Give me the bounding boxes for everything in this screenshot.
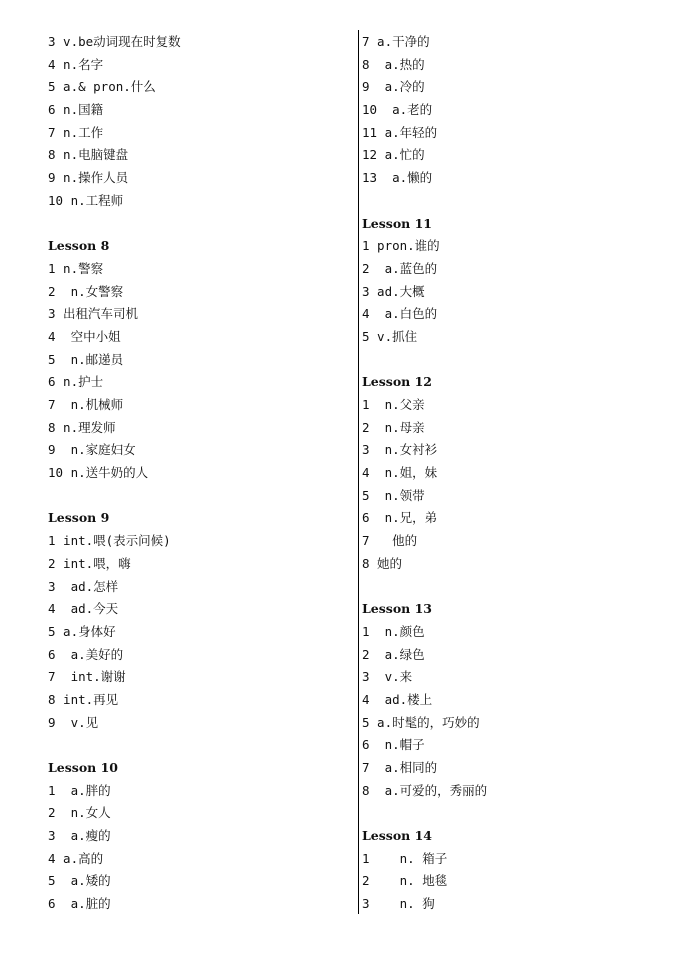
lesson-heading: Lesson 8: [48, 238, 110, 254]
vocab-entry: 6 n.护士: [48, 374, 104, 390]
lesson-heading: Lesson 14: [362, 828, 432, 844]
vocab-entry: 1 n.父亲: [362, 397, 425, 412]
vocab-entry: 1 a.胖的: [48, 782, 111, 798]
vocab-entry: 3 v.be动词现在时复数: [48, 34, 181, 49]
vocab-entry: 1 n.颜色: [362, 623, 425, 639]
vocab-entry: 5 a.时髦的，巧妙的: [362, 714, 480, 730]
vocab-entry: 1 n.警察: [48, 260, 104, 276]
vocab-entry: 5 a.& pron.什么: [48, 79, 156, 95]
vocab-entry: 8 n.理发师: [48, 419, 116, 435]
lesson-heading: Lesson 11: [362, 215, 432, 231]
vocab-entry: 1 pron.谁的: [362, 238, 440, 254]
vocab-entry: 2 a.蓝色的: [362, 260, 438, 276]
blank-line: [362, 349, 662, 372]
vocab-entry: 1 int.喂(表示问候): [48, 533, 171, 549]
vocab-entry: 3 v.来: [362, 669, 413, 685]
lesson-heading: Lesson 13: [362, 601, 432, 617]
blank-line: [362, 576, 662, 599]
vocab-entry: 3 出租汽车司机: [48, 306, 139, 322]
vocab-entry: 5 a.矮的: [48, 873, 111, 889]
vocab-entry: 7 int.谢谢: [48, 669, 126, 685]
vocab-entry: 4 n.名字: [48, 56, 104, 72]
vocab-entry: 11 a.年轻的: [362, 124, 438, 140]
vocab-entry: 9 n.家庭妇女: [48, 442, 136, 458]
vocab-entry: 5 v.抓住: [362, 328, 418, 344]
vocab-entry: 6 n.帽子: [362, 737, 425, 753]
vocab-entry: 4 ad.今天: [48, 601, 119, 617]
blank-line: [48, 485, 348, 508]
lesson-heading: Lesson 9: [48, 510, 110, 526]
vocab-entry: 13 a.懒的: [362, 170, 433, 186]
vocab-entry: 8 a.热的: [362, 56, 425, 72]
vocab-entry: 8 她的: [362, 555, 403, 571]
vocab-entry: 3 n.女衬衫: [362, 442, 438, 458]
vocab-entry: 12 a.忙的: [362, 147, 425, 163]
vocab-entry: 6 n.兄，弟: [362, 510, 438, 526]
vocab-entry: 7 n.机械师: [48, 397, 124, 412]
vocab-entry: 7 a.相同的: [362, 760, 438, 775]
vocab-entry: 8 a.可爱的，秀丽的: [362, 782, 488, 798]
vocab-entry: 4 a.高的: [48, 850, 104, 866]
vocab-entry: 2 n. 地毯: [362, 873, 448, 889]
vocab-entry: 3 a.瘦的: [48, 828, 111, 844]
lesson-heading: Lesson 10: [48, 760, 118, 775]
vocab-entry: 5 a.身体好: [48, 623, 116, 639]
lesson-heading: Lesson 12: [362, 374, 432, 390]
vocab-entry: 2 int.喂，嗨: [48, 555, 131, 571]
vocab-entry: 7 a.干净的: [362, 34, 430, 49]
vocab-entry: 4 空中小姐: [48, 328, 121, 344]
vocab-entry: 2 n.女人: [48, 805, 111, 821]
blank-line: [48, 734, 348, 757]
vocab-entry: 9 v.见: [48, 714, 99, 730]
vocab-entry: 9 a.冷的: [362, 79, 425, 95]
vocab-entry: 3 ad.大概: [362, 283, 425, 299]
vocab-entry: 5 n.领带: [362, 487, 425, 503]
vocab-entry: 7 n.工作: [48, 124, 104, 140]
vocab-entry: 8 int.再见: [48, 691, 119, 707]
vocab-entry: 2 n.女警察: [48, 283, 124, 299]
vocab-entry: 6 a.美好的: [48, 646, 124, 662]
blank-line: [362, 190, 662, 213]
vocab-entry: 6 n.国籍: [48, 102, 104, 118]
blank-line: [362, 802, 662, 825]
vocabulary-column-left: [48, 31, 348, 916]
column-divider: [358, 30, 359, 914]
vocab-entry: 5 n.邮递员: [48, 351, 124, 367]
vocab-entry: 3 ad.怎样: [48, 578, 119, 594]
vocab-entry: 7 他的: [362, 533, 418, 549]
vocab-entry: 3 n. 狗: [362, 896, 435, 912]
vocab-entry: 4 n.姐，妹: [362, 465, 438, 481]
vocab-entry: 4 ad.楼上: [362, 691, 433, 707]
vocab-entry: 4 a.白色的: [362, 306, 438, 322]
vocab-entry: 10 n.工程师: [48, 192, 124, 208]
vocab-entry: 2 n.母亲: [362, 419, 425, 435]
vocabulary-column-right: [362, 31, 662, 916]
vocab-entry: 1 n. 箱子: [362, 850, 448, 866]
vocab-entry: 8 n.电脑键盘: [48, 147, 129, 163]
vocab-entry: 10 n.送牛奶的人: [48, 465, 149, 481]
vocab-entry: 6 a.脏的: [48, 896, 111, 912]
blank-line: [48, 213, 348, 236]
vocab-entry: 10 a.老的: [362, 102, 433, 118]
vocab-entry: 2 a.绿色: [362, 646, 425, 662]
vocab-entry: 9 n.操作人员: [48, 170, 129, 186]
